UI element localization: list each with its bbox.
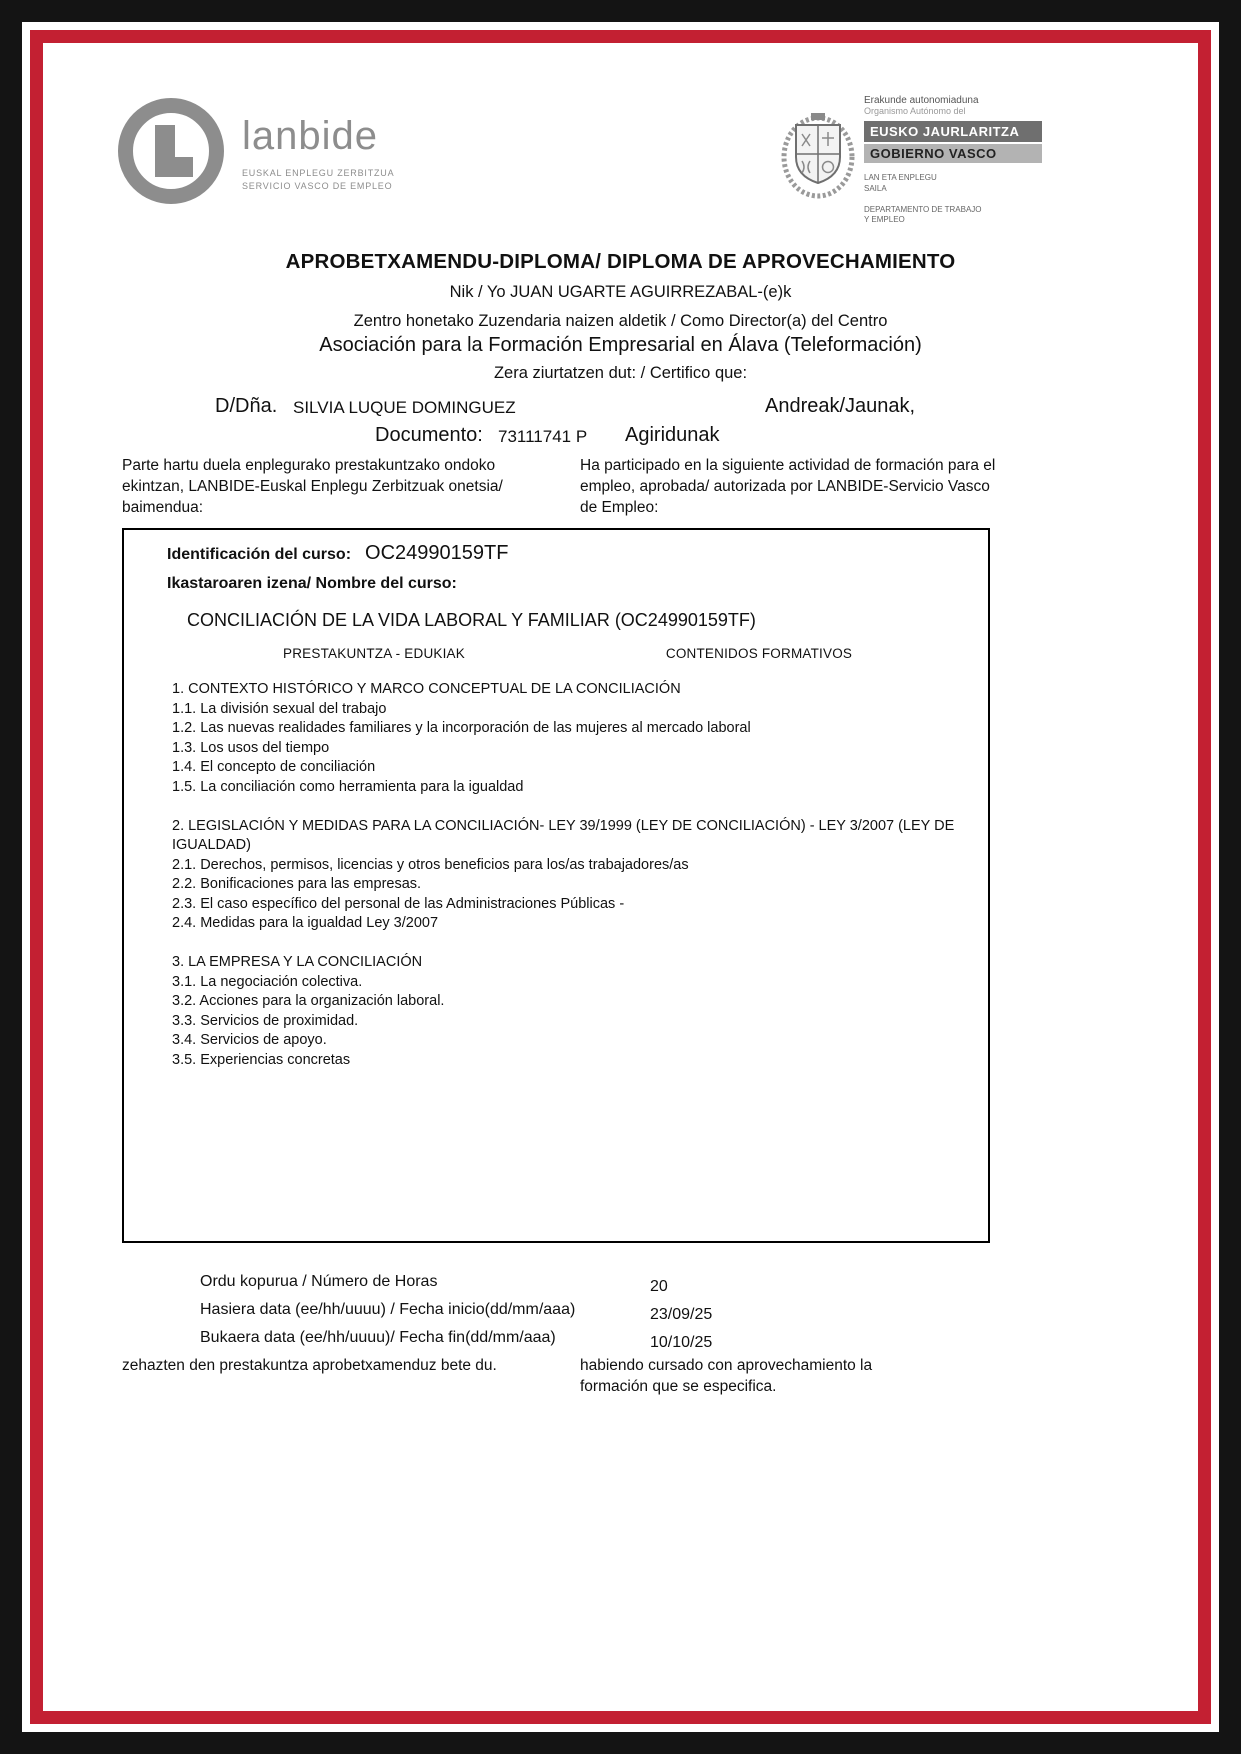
document-number: 73111741 P — [498, 427, 588, 446]
content-line: 2.3. El caso específico del personal de las Administraciones Públicas - — [172, 895, 625, 912]
gov-dept-eu-line2: SAILA — [864, 183, 887, 193]
person-name: SILVIA LUQUE DOMINGUEZ — [293, 398, 516, 417]
gov-dept-es-line1: DEPARTAMENTO DE TRABAJO — [864, 204, 982, 214]
participation-text-eu: Parte hartu duela enplegurako prestakuntzako ondoko ekintzan, LANBIDE-Euskal Enplegu Zerbitzuak onetsia/ baimendua: — [122, 457, 503, 516]
lanbide-logo-icon — [118, 98, 224, 204]
hours-value: 20 — [650, 1278, 668, 1295]
intro-certify: Zera ziurtatzen dut: / Certifico que: — [493, 364, 748, 382]
start-date-label: Hasiera data (ee/hh/uuuu) / Fecha inicio(dd/mm/aaa) — [200, 1301, 576, 1318]
document-right-word: Agiridunak — [625, 424, 720, 446]
document-label: Documento: — [375, 424, 483, 446]
gov-name-eu: EUSKO JAURLARITZA — [864, 121, 1042, 142]
gov-dept-es — [864, 205, 1042, 227]
gov-dept-eu-line1: LAN ETA ENPLEGU — [864, 173, 937, 182]
gov-name-es: GOBIERNO VASCO — [864, 144, 1042, 163]
lanbide-logo-text — [242, 98, 394, 191]
lanbide-l-glyph-foot — [155, 157, 193, 177]
start-date-value: 23/09/25 — [650, 1306, 713, 1323]
footer-text-es: habiendo cursado con aprovechamiento la formación que se especifica. — [580, 1357, 873, 1395]
content-line — [172, 797, 972, 817]
course-name-label: Ikastaroaren izena/ Nombre del curso: — [167, 575, 457, 592]
course-name: CONCILIACIÓN DE LA VIDA LABORAL Y FAMILIAR (OC24990159TF) — [187, 610, 756, 630]
content-line: 3.5. Experiencias concretas — [172, 1051, 351, 1068]
contents-header-es: CONTENIDOS FORMATIVOS — [665, 646, 853, 661]
course-id-label: Identificación del curso: — [167, 546, 352, 563]
content-line: 3.3. Servicios de proximidad. — [172, 1012, 359, 1029]
content-line: 1.1. La división sexual del trabajo — [172, 700, 387, 717]
course-box — [122, 528, 990, 1243]
person-row — [43, 395, 1198, 423]
content-line: 3.2. Acciones para la organización laboral. — [172, 993, 445, 1009]
diploma-content — [43, 43, 1198, 1711]
document-row — [43, 424, 1198, 452]
gobierno-vasco-logo — [780, 95, 1042, 226]
content-line: 2.2. Bonificaciones para las empresas. — [172, 876, 422, 892]
content-line: 3. LA EMPRESA Y LA CONCILIACIÓN — [172, 954, 423, 970]
content-line: 1.5. La conciliación como herramienta para la igualdad — [172, 778, 524, 795]
content-line — [172, 934, 972, 954]
coat-of-arms-icon — [780, 95, 856, 226]
lanbide-tagline-es: SERVICIO VASCO DE EMPLEO — [242, 181, 393, 191]
course-id-row — [167, 542, 508, 565]
intro-director-role: Zentro honetako Zuzendaria naizen aldetik / Como Director(a) del Centro — [353, 312, 888, 330]
content-line: 3.4. Servicios de apoyo. — [172, 1032, 327, 1048]
person-right-word: Andreak/Jaunak, — [765, 395, 916, 417]
gov-pre-es: Organismo Autónomo del — [864, 106, 966, 116]
gobierno-vasco-text — [864, 95, 1042, 226]
content-line: 1.3. Los usos del tiempo — [172, 739, 330, 756]
person-label: D/Dña. — [215, 395, 278, 417]
end-date-label: Bukaera data (ee/hh/uuuu)/ Fecha fin(dd/mm/aaa) — [200, 1329, 556, 1346]
lanbide-logo — [118, 98, 394, 204]
red-border-frame — [30, 30, 1211, 1724]
lanbide-tagline-eu: EUSKAL ENPLEGU ZERBITZUA — [242, 168, 395, 178]
intro-director-name: Nik / Yo JUAN UGARTE AGUIRREZABAL-(e)k — [449, 283, 792, 301]
contents-header-eu: PRESTAKUNTZA - EDUKIAK — [283, 646, 465, 661]
gov-pre-eu: Erakunde autonomiaduna — [864, 95, 979, 106]
participation-text-es: Ha participado en la siguiente actividad de formación para el empleo, aprobada/ autorizada por LANBIDE-Servicio Vasco de Empleo: — [580, 457, 996, 516]
content-line: 3.1. La negociación colectiva. — [172, 973, 363, 990]
footer-text-eu: zehazten den prestakuntza aprobetxamenduz bete du. — [122, 1357, 497, 1374]
content-line: 2. LEGISLACIÓN Y MEDIDAS PARA LA CONCILIACIÓN- LEY 39/1999 (LEY DE CONCILIACIÓN) - LEY 3/2007 (LEY DE IGUALDAD) — [172, 817, 955, 853]
end-date-value: 10/10/25 — [650, 1334, 713, 1351]
content-line: 1. CONTEXTO HISTÓRICO Y MARCO CONCEPTUAL DE LA CONCILIACIÓN — [172, 681, 681, 697]
content-line: 1.2. Las nuevas realidades familiares y la incorporación de las mujeres al mercado laboral — [172, 720, 751, 736]
gov-dept-eu — [864, 173, 1042, 195]
intro-center-name: Asociación para la Formación Empresarial en Álava (Teleformación) — [319, 334, 922, 356]
content-line: 2.4. Medidas para la igualdad Ley 3/2007 — [172, 915, 439, 931]
hours-label: Ordu kopurua / Número de Horas — [200, 1273, 438, 1290]
gov-dept-es-line2: Y EMPLEO — [864, 215, 905, 225]
content-line: 1.4. El concepto de conciliación — [172, 759, 376, 775]
diploma-title: APROBETXAMENDU-DIPLOMA/ DIPLOMA DE APROVECHAMIENTO — [285, 250, 956, 273]
lanbide-wordmark: lanbide — [242, 114, 379, 158]
course-id-value: OC24990159TF — [365, 542, 509, 564]
content-line: 2.1. Derechos, permisos, licencias y otros beneficios para los/as trabajadores/as — [172, 856, 689, 873]
course-contents-list — [172, 680, 972, 1070]
